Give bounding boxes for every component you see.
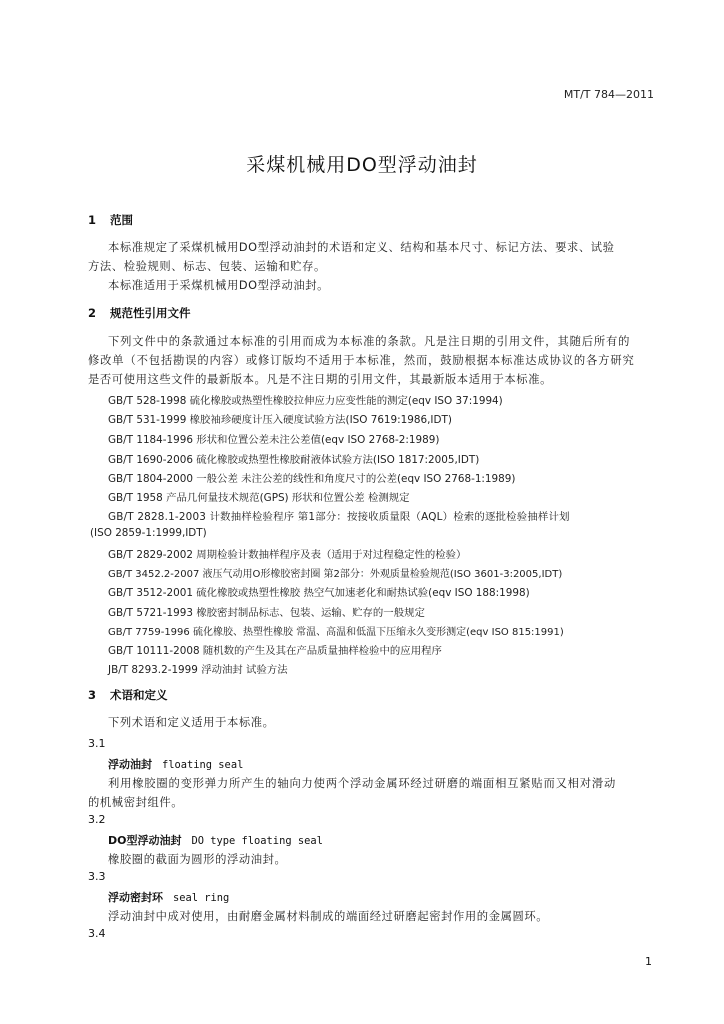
reference-item: GB/T 1958 产品几何量技术规范(GPS) 形状和位置公差 检测规定: [108, 492, 410, 504]
reference-item: GB/T 1690-2006 硫化橡胶或热塑性橡胶耐液体试验方法(ISO 1817:2005,IDT): [108, 454, 480, 466]
scope-paragraph-2: 本标准适用于采煤机械用DO型浮动油封。: [108, 279, 330, 292]
section-title: 规范性引用文件: [110, 306, 191, 320]
reference-item: JB/T 8293.2-1999 浮动油封 试验方法: [108, 664, 288, 676]
term-number: 3.1: [88, 737, 106, 750]
document-title: 采煤机械用DO型浮动油封: [246, 154, 478, 176]
term-number: 3.3: [88, 870, 106, 883]
term-definition: 浮动油封中成对使用，由耐磨金属材料制成的端面经过研磨起密封作用的金属圆环。: [108, 910, 549, 923]
standard-number: MT/T 784—2011: [563, 88, 654, 101]
section-number: 1: [88, 213, 97, 227]
section-number: 3: [88, 688, 97, 702]
reference-item: GB/T 2828.1-2003 计数抽样检验程序 第1部分：按接收质量限（AQL）检索的逐批检验抽样计划: [108, 511, 570, 523]
section-1-heading: [88, 212, 133, 228]
reference-item: GB/T 10111-2008 随机数的产生及其在产品质量抽样检验中的应用程序: [108, 645, 442, 657]
scope-paragraph-line2: 方法、检验规则、标志、包装、运输和贮存。: [88, 260, 326, 273]
term-chinese: 浮动油封: [108, 758, 152, 771]
page-number: 1: [645, 955, 652, 968]
term-heading: [108, 832, 323, 848]
reference-item: GB/T 531-1999 橡胶袖珍硬度计压入硬度试验方法(ISO 7619:1986,IDT): [108, 414, 452, 426]
reference-item: GB/T 7759-1996 硫化橡胶、热塑性橡胶 常温、高温和低温下压缩永久变形测定(eqv ISO 815:1991): [108, 627, 564, 638]
term-english: floating seal: [162, 759, 244, 771]
reference-item: GB/T 528-1998 硫化橡胶或热塑性橡胶拉伸应力应变性能的测定(eqv ISO 37:1994): [108, 395, 503, 407]
reference-item: GB/T 3452.2-2007 液压气动用O形橡胶密封圈 第2部分：外观质量检验规范(ISO 3601-3:2005,IDT): [108, 569, 563, 580]
terms-intro: 下列术语和定义适用于本标准。: [108, 716, 275, 729]
section-3-heading: [88, 687, 168, 703]
term-number: 3.4: [88, 927, 106, 940]
section-title: 术语和定义: [110, 688, 168, 702]
term-definition-line2: 的机械密封组件。: [88, 796, 184, 809]
reference-item: GB/T 5721-1993 橡胶密封制品标志、包装、运输、贮存的一般规定: [108, 607, 425, 619]
reference-item: GB/T 2829-2002 周期检验计数抽样程序及表（适用于对过程稳定性的检验）: [108, 549, 467, 561]
section-number: 2: [88, 306, 97, 320]
refs-intro-line1: 下列文件中的条款通过本标准的引用而成为本标准的条款。凡是注日期的引用文件，其随后所有的: [108, 335, 631, 348]
term-definition: 橡胶圈的截面为圆形的浮动油封。: [108, 853, 287, 866]
reference-item: GB/T 3512-2001 硫化橡胶或热塑性橡胶 热空气加速老化和耐热试验(eqv ISO 188:1998): [108, 587, 530, 599]
term-english: DO type floating seal: [191, 835, 323, 847]
refs-intro-line2: 修改单（不包括勘误的内容）或修订版均不适用于本标准，然而，鼓励根据本标准达成协议的各方研究: [88, 354, 635, 367]
scope-paragraph-line1: 本标准规定了采煤机械用DO型浮动油封的术语和定义、结构和基本尺寸、标记方法、要求、试验: [108, 241, 615, 254]
term-chinese: DO型浮动油封: [108, 834, 182, 847]
reference-item-continuation: (ISO 2859-1:1999,IDT): [90, 527, 207, 539]
term-chinese: 浮动密封环: [108, 891, 163, 904]
term-heading: [108, 756, 243, 772]
reference-item: GB/T 1184-1996 形状和位置公差未注公差值(eqv ISO 2768-2:1989): [108, 434, 440, 446]
section-title: 范围: [110, 213, 133, 227]
term-definition-line1: 利用橡胶圈的变形弹力所产生的轴向力使两个浮动金属环经过研磨的端面相互紧贴而又相对滑动: [108, 777, 617, 790]
section-2-heading: [88, 305, 191, 321]
term-english: seal ring: [173, 892, 230, 904]
term-heading: [108, 889, 229, 905]
term-number: 3.2: [88, 813, 106, 826]
reference-item: GB/T 1804-2000 一般公差 未注公差的线性和角度尺寸的公差(eqv ISO 2768-1:1989): [108, 473, 516, 485]
refs-intro-line3: 是否可使用这些文件的最新版本。凡是不注日期的引用文件，其最新版本适用于本标准。: [88, 373, 552, 386]
